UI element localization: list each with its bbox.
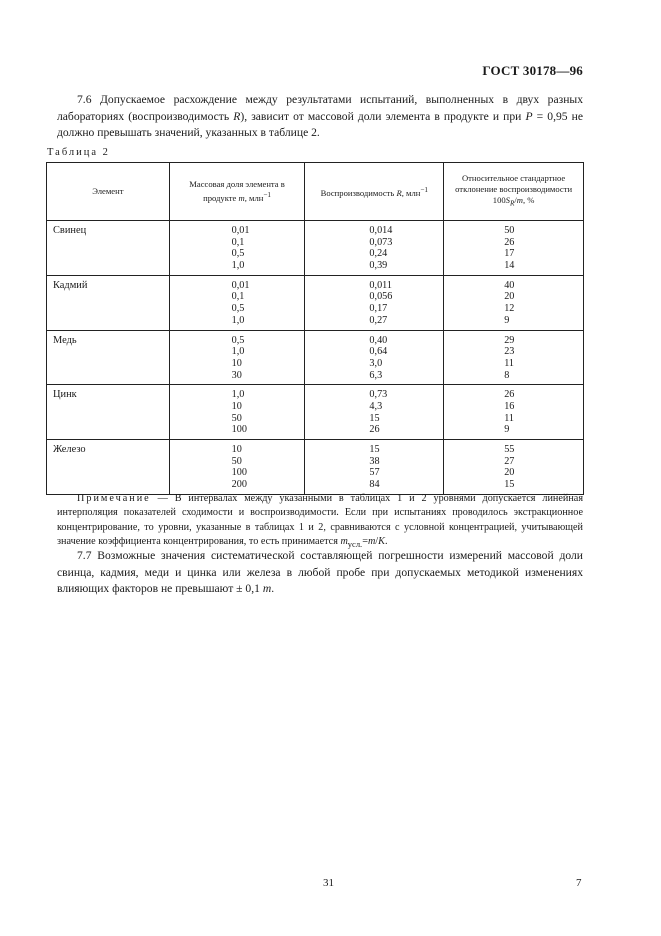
symbol-r: R [233, 109, 241, 123]
note-slash: / [375, 535, 379, 547]
header-mass-fraction-m: m [238, 192, 245, 203]
header-relative-std [444, 163, 584, 221]
paragraph-7-6-part-2: ), зависит от массовой доли элемента в продукте и при [240, 109, 526, 123]
table-row [47, 330, 584, 385]
relative-std-value: 26 [504, 236, 515, 248]
reproducibility-value: 15 [369, 444, 380, 455]
relative-std-value: 26 [504, 389, 515, 401]
reproducibility-value: 0,014 [369, 225, 393, 236]
reproducibility-value: 38 [369, 455, 380, 467]
element-name-cell [47, 275, 170, 330]
header-reproducibility-unit: , млн [401, 187, 421, 198]
table-caption [47, 147, 108, 158]
header-mass-fraction-unit: , млн [244, 192, 264, 203]
header-element-label: Элемент [92, 186, 124, 196]
mass-fraction-value: 50 [231, 455, 242, 467]
element-name: Свинец [53, 225, 87, 236]
header-relative-std-100: 100 [492, 195, 506, 206]
reproducibility-cell [305, 221, 444, 276]
reproducibility-value: 26 [369, 424, 380, 436]
mass-fraction-value: 30 [231, 369, 242, 381]
header-mass-fraction-sup: −1 [263, 191, 271, 200]
reproducibility-value: 0,17 [369, 303, 388, 315]
reproducibility-value: 0,40 [369, 334, 388, 346]
reproducibility-cell [305, 275, 444, 330]
relative-std-value: 14 [504, 260, 515, 272]
relative-std-value: 20 [504, 291, 515, 303]
mass-fraction-value: 100 [231, 424, 247, 436]
paragraph-7-6-part-1: 7.6 Допускаемое расхождение между результатами испытаний, выполненных в двух разных лабораториях (воспроизводимость [57, 93, 583, 123]
note-k-symbol: K [378, 535, 385, 547]
header-relative-std-s: S [505, 195, 510, 206]
table-row [47, 440, 584, 495]
relative-std-value: 23 [504, 346, 515, 358]
header-mass-fraction-text: Массовая доля элемента в продукте [189, 179, 285, 203]
mass-fraction-cell [169, 385, 305, 440]
relative-std-value: 8 [504, 369, 510, 381]
relative-std-value: 27 [504, 455, 515, 467]
relative-std-cell [444, 440, 584, 495]
reproducibility-value: 3,0 [369, 357, 383, 369]
relative-std-value: 40 [504, 279, 515, 291]
reproducibility-value: 0,24 [369, 248, 388, 260]
mass-fraction-value: 10 [231, 357, 242, 369]
header-reproducibility [305, 163, 444, 221]
mass-fraction-value: 100 [231, 467, 247, 479]
mass-fraction-value: 0,01 [231, 225, 250, 236]
reproducibility-value: 84 [369, 479, 380, 491]
mass-fraction-value: 1,0 [231, 389, 245, 401]
relative-std-value: 55 [504, 444, 515, 455]
reproducibility-value: 0,39 [369, 260, 388, 272]
header-relative-std-text: Относительное стандартное отклонение воспроизводимости [455, 173, 573, 195]
paragraph-7-6 [57, 92, 583, 142]
element-name: Кадмий [53, 279, 88, 291]
note-equals: = [362, 535, 368, 547]
mass-fraction-value: 200 [231, 479, 247, 491]
note-m2-symbol: m [367, 535, 376, 547]
mass-fraction-value: 1,0 [231, 346, 245, 358]
reproducibility-value: 0,073 [369, 236, 393, 248]
paragraph-7-7-end: . [271, 582, 275, 595]
header-relative-std-unit: , % [522, 195, 535, 206]
header-relative-std-sub: R [509, 199, 515, 208]
mass-fraction-cell [169, 221, 305, 276]
table-body [47, 221, 584, 495]
header-reproducibility-sup: −1 [420, 185, 428, 194]
mass-fraction-value: 0,5 [231, 303, 245, 315]
relative-std-value: 50 [504, 225, 515, 236]
element-name: Цинк [53, 389, 77, 401]
paragraph-7-7 [57, 548, 583, 598]
paragraph-7-7-m: m [262, 582, 272, 595]
table-row [47, 385, 584, 440]
table-2 [46, 162, 584, 495]
header-element [47, 163, 170, 221]
relative-std-value: 20 [504, 467, 515, 479]
reproducibility-value: 0,64 [369, 346, 388, 358]
mass-fraction-value: 1,0 [231, 314, 245, 326]
mass-fraction-value: 10 [231, 444, 242, 455]
mass-fraction-cell [169, 275, 305, 330]
table-row [47, 221, 584, 276]
paragraph-7-7-text: 7.7 Возможные значения систематической составляющей погрешности измерений массовой доли свинца, кадмия, меди и цинка или железа в любой пробе при допускаемых методикой изменениях влияющих факторов не превышают ± 0,1 [57, 549, 583, 595]
element-name-cell [47, 221, 170, 276]
reproducibility-value: 0,73 [369, 389, 388, 401]
relative-std-cell [444, 330, 584, 385]
relative-std-value: 17 [504, 248, 515, 260]
reproducibility-value: 6,3 [369, 369, 383, 381]
table-row [47, 275, 584, 330]
relative-std-cell [444, 275, 584, 330]
relative-std-cell [444, 221, 584, 276]
mass-fraction-cell [169, 440, 305, 495]
mass-fraction-value: 0,5 [231, 248, 245, 260]
element-name: Железо [53, 444, 86, 455]
symbol-p: P [525, 109, 533, 123]
element-name-cell [47, 330, 170, 385]
header-relative-std-m: m [516, 195, 523, 206]
element-name-cell [47, 385, 170, 440]
paragraph-7-6-part-3: = 0,95 не должно превышать значений, указанных в таблице 2. [57, 109, 583, 139]
mass-fraction-value: 0,1 [231, 291, 245, 303]
header-relative-std-slash: / [514, 195, 517, 206]
header-reproducibility-r: R [396, 187, 402, 198]
relative-std-value: 9 [504, 314, 510, 326]
page-number: 31 [323, 877, 334, 889]
note-text: В интервалах между указанными в таблицах 1 и 2 уровнями допускается линейная интерполяция показателей сходимости и воспроизводимости. Если при испытаниях проводилось экстракционное концентрирование, то уровни, указанные в таблицах 1 и 2, сравниваются с условной концентрацией, учитывающей значение коэффициента концентрирования, то есть принимается [57, 493, 584, 547]
element-name-cell [47, 440, 170, 495]
mass-fraction-value: 0,01 [231, 279, 250, 291]
note [57, 492, 583, 551]
table-header-row [47, 163, 584, 221]
table-caption-word: Таблица [47, 147, 99, 158]
note-end: . [384, 535, 388, 547]
mass-fraction-value: 0,1 [231, 236, 245, 248]
relative-std-value: 11 [504, 357, 515, 369]
reproducibility-value: 15 [369, 412, 380, 424]
relative-std-value: 29 [504, 334, 515, 346]
reproducibility-value: 0,056 [369, 291, 393, 303]
reproducibility-value: 57 [369, 467, 380, 479]
document-code: ГОСТ 30178—96 [482, 63, 583, 78]
element-name: Медь [53, 334, 77, 346]
header-reproducibility-text: Воспроизводимость [320, 187, 397, 198]
note-m-symbol: m [340, 535, 348, 547]
mass-fraction-value: 50 [231, 412, 242, 424]
mass-fraction-value: 0,5 [231, 334, 245, 346]
reproducibility-value: 0,27 [369, 314, 388, 326]
relative-std-value: 9 [504, 424, 510, 436]
relative-std-value: 11 [504, 412, 515, 424]
reproducibility-cell [305, 440, 444, 495]
sheet-number: 7 [576, 877, 582, 889]
relative-std-value: 16 [504, 400, 515, 412]
reproducibility-value: 0,011 [369, 279, 392, 291]
mass-fraction-value: 10 [231, 400, 242, 412]
note-label: Примечание [77, 493, 151, 504]
header-mass-fraction [169, 163, 305, 221]
relative-std-value: 15 [504, 479, 515, 491]
note-m-subscript: усл. [347, 538, 363, 549]
note-dash: — [150, 493, 175, 504]
relative-std-cell [444, 385, 584, 440]
reproducibility-cell [305, 385, 444, 440]
mass-fraction-value: 1,0 [231, 260, 245, 272]
reproducibility-value: 4,3 [369, 400, 383, 412]
relative-std-value: 12 [504, 303, 515, 315]
reproducibility-cell [305, 330, 444, 385]
table-caption-number: 2 [102, 147, 108, 158]
mass-fraction-cell [169, 330, 305, 385]
